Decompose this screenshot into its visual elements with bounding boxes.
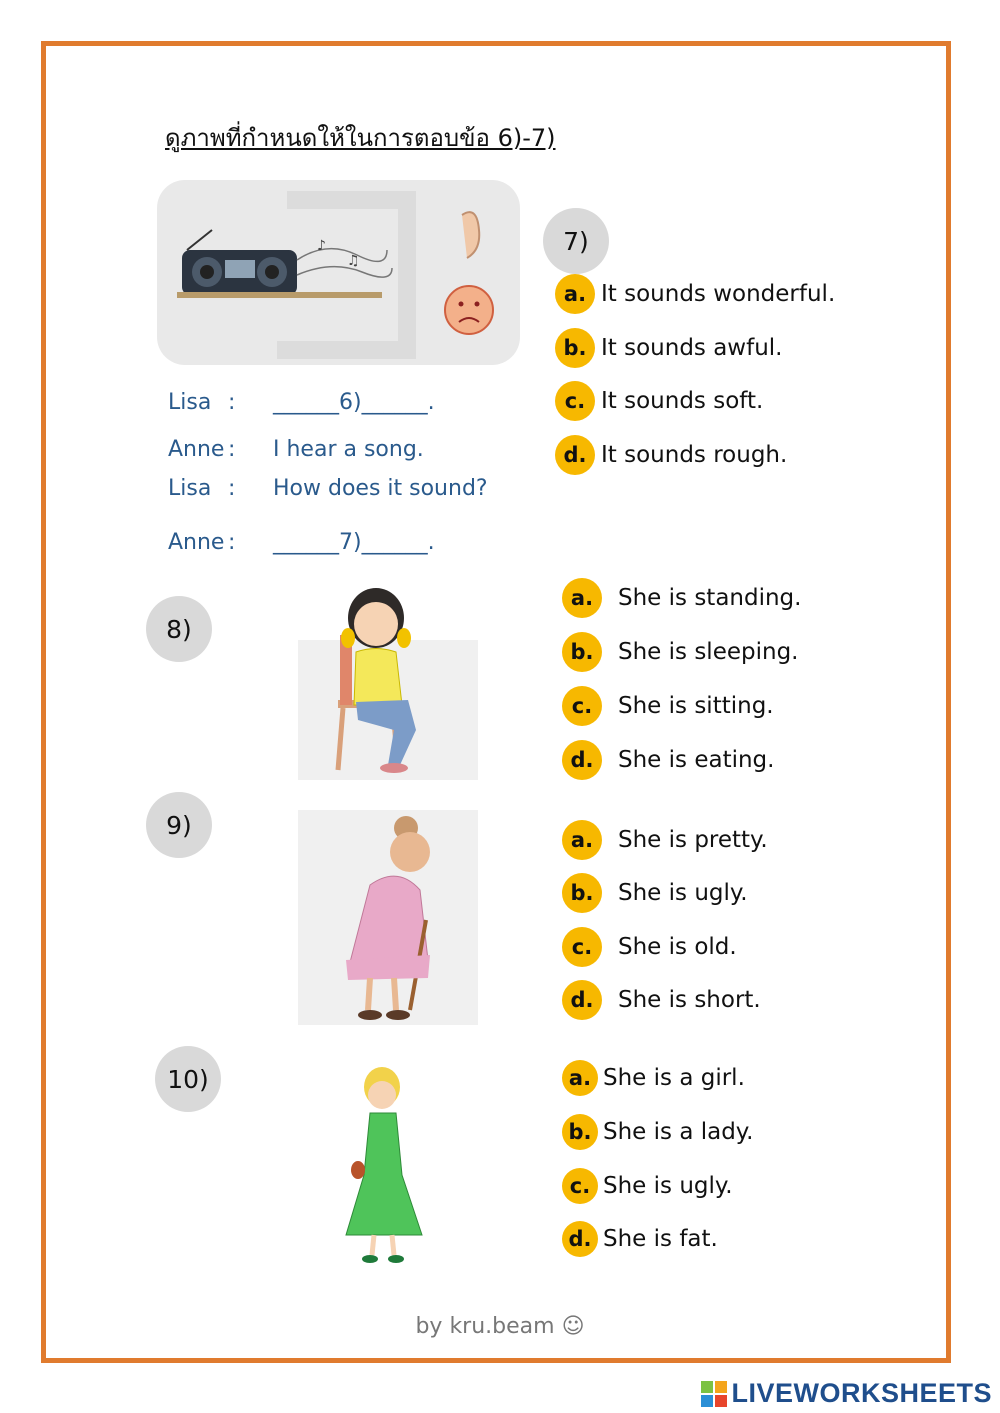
option-letter: c. [555,381,595,421]
option-8c[interactable] [562,686,774,726]
lady-illustration [340,1065,430,1270]
dialogue-line [168,530,435,555]
option-text: She is standing. [618,585,802,611]
dialogue-line [168,390,435,415]
liveworksheets-logo-icon [701,1381,727,1407]
option-7d[interactable] [555,435,787,475]
option-9d[interactable] [562,980,761,1020]
option-letter: d. [555,435,595,475]
option-letter: a. [562,820,602,860]
option-letter: a. [562,578,602,618]
option-text: She is old. [618,934,737,960]
speaker: Lisa [168,390,212,415]
colon: : [228,390,236,415]
option-letter: b. [562,1114,598,1150]
question-number-7: 7) [543,208,609,274]
option-text: She is pretty. [618,827,768,853]
option-9a[interactable] [562,820,768,860]
speaker: Lisa [168,476,212,501]
author-credit: by kru.beam ☺ [415,1314,585,1339]
option-text: It sounds awful. [601,335,783,361]
svg-text:♪: ♪ [317,238,326,254]
option-text: She is sleeping. [618,639,799,665]
option-8d[interactable] [562,740,774,780]
option-letter: d. [562,980,602,1020]
liveworksheets-brand[interactable] [701,1378,992,1409]
option-letter: d. [562,1221,598,1257]
dialogue-line [168,476,488,501]
option-letter: c. [562,686,602,726]
option-7c[interactable] [555,381,763,421]
colon: : [228,530,236,555]
option-10b[interactable] [562,1114,753,1150]
option-10c[interactable] [562,1168,733,1204]
option-letter: c. [562,927,602,967]
option-letter: b. [562,873,602,913]
option-text: It sounds wonderful. [601,281,836,307]
option-text: She is eating. [618,747,775,773]
option-letter: b. [555,328,595,368]
option-letter: b. [562,632,602,672]
option-text: She is short. [618,987,761,1013]
option-9b[interactable] [562,873,748,913]
dialogue-text: I hear a song. [273,437,424,462]
speaker: Anne [168,437,225,462]
option-letter: d. [562,740,602,780]
option-text: She is a lady. [603,1119,754,1145]
brand-text: LIVEWORKSHEETS [731,1378,992,1408]
option-7a[interactable] [555,274,835,314]
dialogue-text: How does it sound? [273,476,488,501]
option-text: It sounds soft. [601,388,764,414]
dialogue-text: ______7)______. [273,530,435,555]
option-text: It sounds rough. [601,442,788,468]
colon: : [228,476,236,501]
option-letter: a. [562,1060,598,1096]
option-10d[interactable] [562,1221,718,1257]
option-text: She is a girl. [603,1065,745,1091]
option-10a[interactable] [562,1060,745,1096]
option-8a[interactable] [562,578,801,618]
option-text: She is fat. [603,1226,718,1252]
radio-music-illustration [157,180,520,365]
question-number-8: 8) [146,596,212,662]
svg-text:♫: ♫ [347,253,360,269]
speaker: Anne [168,530,225,555]
option-text: She is sitting. [618,693,774,719]
option-8b[interactable] [562,632,798,672]
question-number-10: 10) [155,1046,221,1112]
question-number-9: 9) [146,792,212,858]
option-text: She is ugly. [603,1173,733,1199]
dialogue-line [168,437,424,462]
option-9c[interactable] [562,927,737,967]
colon: : [228,437,236,462]
option-7b[interactable] [555,328,783,368]
dialogue-text: ______6)______. [273,390,435,415]
option-letter: c. [562,1168,598,1204]
old-woman-illustration [298,810,478,1030]
option-letter: a. [555,274,595,314]
sitting-girl-illustration [298,580,478,780]
option-text: She is ugly. [618,880,748,906]
instruction-title: ดูภาพที่กำหนดให้ในการตอบข้อ 6)-7) [165,124,556,152]
